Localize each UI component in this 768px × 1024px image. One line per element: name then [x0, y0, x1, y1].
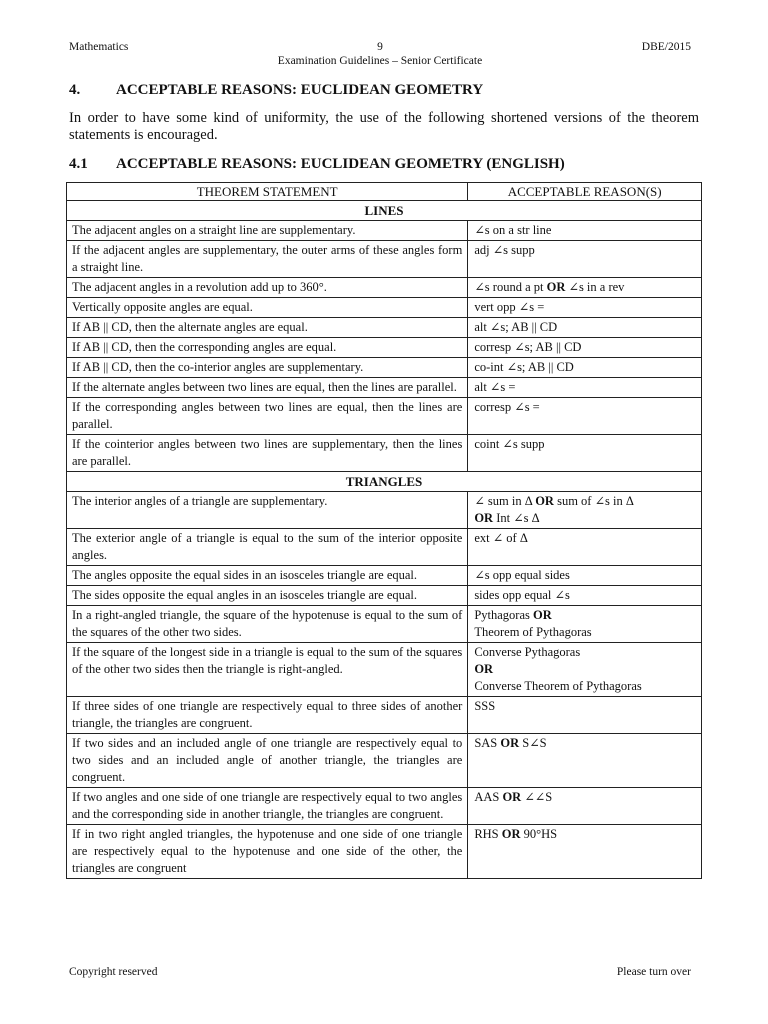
theorem-statement: If the square of the longest side in a triangle is equal to the sum of the squares of the other two sides then the triangle is right-angled. [67, 643, 468, 697]
acceptable-reason [468, 492, 702, 529]
table-body [67, 201, 702, 879]
acceptable-reason [468, 278, 702, 298]
table-row [67, 241, 702, 278]
reason-line: ∠ sum in Δ OR sum of ∠s in Δ [474, 494, 634, 508]
acceptable-reason [468, 318, 702, 338]
reason-line: Converse Theorem of Pythagoras [474, 679, 642, 693]
theorem-statement: The exterior angle of a triangle is equal to the sum of the interior opposite angles. [67, 529, 468, 566]
theorem-statement: The adjacent angles in a revolution add up to 360°. [67, 278, 468, 298]
reason-line: vert opp ∠s = [474, 300, 545, 314]
acceptable-reason [468, 398, 702, 435]
theorem-statement: If in two right angled triangles, the hypotenuse and one side of one triangle are respectively equal to the hypotenuse and one side of the other, the triangles are congruent [67, 825, 468, 879]
table-row [67, 825, 702, 879]
subsection-heading [69, 156, 565, 173]
theorem-statement: If the alternate angles between two lines are equal, then the lines are parallel. [67, 378, 468, 398]
section-heading [69, 82, 483, 99]
acceptable-reason [468, 643, 702, 697]
theorem-statement: If two sides and an included angle of one triangle are respectively equal to two sides and an included angle of another triangle, the triangles are congruent. [67, 734, 468, 788]
table-row [67, 221, 702, 241]
theorem-statement: The adjacent angles on a straight line are supplementary. [67, 221, 468, 241]
reason-line: corresp ∠s; AB || CD [474, 340, 582, 354]
theorem-statement: If AB || CD, then the corresponding angles are equal. [67, 338, 468, 358]
reason-line: ∠s round a pt OR ∠s in a rev [474, 280, 625, 294]
header-code: DBE/2015 [641, 41, 691, 53]
acceptable-reason [468, 358, 702, 378]
page-header [69, 41, 691, 73]
acceptable-reason [468, 606, 702, 643]
subsection-number: 4.1 [69, 156, 88, 172]
header-subject: Mathematics [69, 41, 129, 53]
theorem-statement: If AB || CD, then the alternate angles are equal. [67, 318, 468, 338]
section-number: 4. [69, 82, 81, 98]
acceptable-reason [468, 586, 702, 606]
reason-line: coint ∠s supp [474, 437, 545, 451]
table-row [67, 492, 702, 529]
theorem-statement: In a right-angled triangle, the square of the hypotenuse is equal to the sum of the squares of the other two sides. [67, 606, 468, 643]
reason-line: OR Int ∠s Δ [474, 511, 540, 525]
table-row [67, 358, 702, 378]
table-row [67, 318, 702, 338]
theorem-statement: If two angles and one side of one triangle are respectively equal to two angles and the corresponding side in another triangle, the triangles are congruent. [67, 788, 468, 825]
table-row [67, 529, 702, 566]
reason-line: adj ∠s supp [474, 243, 535, 257]
theorem-statement: If the adjacent angles are supplementary, the outer arms of these angles form a straight line. [67, 241, 468, 278]
acceptable-reason [468, 566, 702, 586]
table-row [67, 398, 702, 435]
theorem-statement: Vertically opposite angles are equal. [67, 298, 468, 318]
theorem-statement: The angles opposite the equal sides in an isosceles triangle are equal. [67, 566, 468, 586]
reason-line: ext ∠ of Δ [474, 531, 528, 545]
acceptable-reason [468, 241, 702, 278]
acceptable-reason [468, 697, 702, 734]
section-row [67, 472, 702, 492]
reason-line: OR [474, 662, 494, 676]
reason-line: RHS OR 90°HS [474, 827, 558, 841]
table-row [67, 788, 702, 825]
reason-line: Theorem of Pythagoras [474, 625, 592, 639]
table-row [67, 378, 702, 398]
reason-line: Converse Pythagoras [474, 645, 581, 659]
section-title: ACCEPTABLE REASONS: EUCLIDEAN GEOMETRY [116, 82, 484, 98]
acceptable-reason [468, 378, 702, 398]
table-row [67, 586, 702, 606]
reason-line: SSS [474, 699, 496, 713]
theorem-statement: The sides opposite the equal angles in an isosceles triangle are equal. [67, 586, 468, 606]
header-subtitle: Examination Guidelines – Senior Certificate [277, 55, 483, 67]
section-intro: In order to have some kind of uniformity, the use of the following shortened versions of the theorem statements is encouraged. [69, 110, 699, 143]
reason-line: AAS OR ∠∠S [474, 790, 553, 804]
table-row [67, 278, 702, 298]
reason-line: Pythagoras OR [474, 608, 552, 622]
subsection-title: ACCEPTABLE REASONS: EUCLIDEAN GEOMETRY (ENGLISH) [116, 156, 565, 172]
table-row [67, 338, 702, 358]
column-header-reasons: ACCEPTABLE REASON(S) [468, 183, 702, 201]
reason-line: alt ∠s = [474, 380, 516, 394]
acceptable-reason [468, 338, 702, 358]
acceptable-reason [468, 221, 702, 241]
acceptable-reason [468, 435, 702, 472]
theorem-statement: If three sides of one triangle are respectively equal to three sides of another triangle, the triangles are congruent. [67, 697, 468, 734]
theorem-statement: If the corresponding angles between two lines are equal, then the lines are parallel. [67, 398, 468, 435]
theorem-statement: If AB || CD, then the co-interior angles are supplementary. [67, 358, 468, 378]
reason-line: ∠s on a str line [474, 223, 552, 237]
acceptable-reason [468, 529, 702, 566]
acceptable-reason [468, 298, 702, 318]
section-label: TRIANGLES [67, 472, 702, 492]
header-page-number: 9 [377, 41, 383, 53]
column-header-statement: THEOREM STATEMENT [67, 183, 468, 201]
reason-line: co-int ∠s; AB || CD [474, 360, 574, 374]
table-row [67, 643, 702, 697]
table-header-row [67, 183, 702, 201]
acceptable-reason [468, 825, 702, 879]
reason-line: alt ∠s; AB || CD [474, 320, 558, 334]
table-row [67, 298, 702, 318]
theorem-statement: The interior angles of a triangle are supplementary. [67, 492, 468, 529]
reason-line: corresp ∠s = [474, 400, 540, 414]
table-row [67, 566, 702, 586]
section-label: LINES [67, 201, 702, 221]
acceptable-reason [468, 788, 702, 825]
reason-line: sides opp equal ∠s [474, 588, 570, 602]
table-row [67, 697, 702, 734]
table-row [67, 606, 702, 643]
reason-line: ∠s opp equal sides [474, 568, 570, 582]
footer-copyright: Copyright reserved [69, 966, 158, 978]
theorem-statement: If the cointerior angles between two lines are supplementary, then the lines are parallel. [67, 435, 468, 472]
table-row [67, 435, 702, 472]
section-row [67, 201, 702, 221]
reason-line: SAS OR S∠S [474, 736, 547, 750]
footer-turn-over: Please turn over [616, 966, 691, 978]
acceptable-reason [468, 734, 702, 788]
reasons-table [66, 182, 702, 879]
table-row [67, 734, 702, 788]
